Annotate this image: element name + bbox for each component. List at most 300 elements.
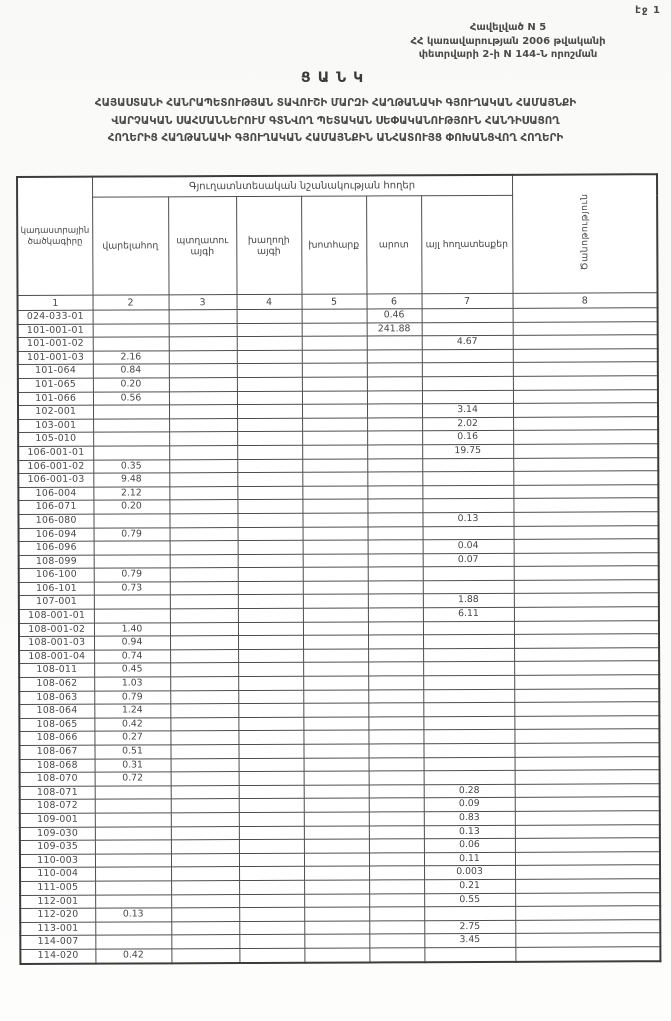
value-cell-col-2: 0.42 [95, 949, 171, 963]
value-cell-col-8 [513, 389, 658, 403]
value-cell-col-6: 241.88 [367, 322, 422, 336]
cadastral-code-cell: 108-001-03 [19, 636, 94, 650]
value-cell-col-5 [302, 472, 367, 486]
cadastral-code-cell: 112-001 [20, 895, 95, 909]
value-cell-col-4 [237, 445, 302, 459]
value-cell-col-7: 0.55 [424, 893, 515, 907]
value-cell-col-2 [93, 310, 169, 324]
value-cell-col-2: 0.74 [94, 650, 170, 664]
value-cell-col-3 [170, 745, 238, 759]
cadastral-code-cell: 106-071 [18, 500, 93, 514]
value-cell-col-7: 1.88 [423, 594, 514, 608]
column-header-7: այլ հողատեսքեր [421, 195, 512, 293]
value-cell-col-5 [303, 526, 368, 540]
value-cell-col-2: 0.73 [94, 582, 170, 596]
value-cell-col-7: 2.75 [424, 920, 515, 934]
value-cell-col-6 [367, 377, 422, 391]
value-cell-col-5 [303, 540, 368, 554]
value-cell-col-4 [238, 554, 303, 568]
value-cell-col-2 [94, 555, 170, 569]
value-cell-col-5 [302, 499, 367, 513]
value-cell-col-2: 0.45 [94, 663, 170, 677]
value-cell-col-8 [515, 947, 660, 962]
column-number-6: 6 [367, 294, 422, 309]
value-cell-col-2 [93, 405, 169, 419]
value-cell-col-6 [368, 635, 423, 649]
value-cell-col-7 [423, 526, 514, 540]
cadastral-code-cell: 109-035 [20, 840, 95, 854]
value-cell-col-2 [93, 432, 169, 446]
value-cell-col-3 [170, 595, 238, 609]
value-cell-col-4 [239, 785, 304, 799]
value-cell-col-5 [304, 758, 369, 772]
value-cell-col-8 [515, 838, 660, 852]
value-cell-col-5 [304, 826, 369, 840]
value-cell-col-4 [238, 608, 303, 622]
value-cell-col-3 [170, 581, 238, 595]
value-cell-col-5 [304, 907, 369, 921]
value-cell-col-8 [514, 702, 659, 716]
value-cell-col-7 [424, 771, 515, 785]
value-cell-col-2: 0.35 [93, 459, 169, 473]
value-cell-col-6: 0.46 [367, 309, 422, 323]
value-cell-col-7 [423, 648, 514, 662]
value-cell-col-4 [237, 364, 302, 378]
value-cell-col-8 [513, 444, 658, 458]
value-cell-col-4 [238, 527, 303, 541]
value-cell-col-6 [368, 553, 423, 567]
value-cell-col-4 [238, 717, 303, 731]
value-cell-col-4 [238, 676, 303, 690]
value-cell-col-6 [368, 621, 423, 635]
column-number-3: 3 [169, 295, 237, 310]
cadastral-code-cell: 106-101 [19, 582, 94, 596]
value-cell-col-4 [237, 418, 302, 432]
value-cell-col-8 [514, 566, 659, 580]
value-cell-col-6 [369, 798, 424, 812]
value-cell-col-7 [423, 662, 514, 676]
value-cell-col-5 [303, 662, 368, 676]
value-cell-col-6 [368, 703, 423, 717]
value-cell-col-6 [369, 812, 424, 826]
value-cell-col-3 [169, 364, 237, 378]
value-cell-col-4 [238, 744, 303, 758]
value-cell-col-3 [169, 310, 237, 324]
cadastral-code-cell: 108-011 [19, 664, 94, 678]
column-number-7: 7 [422, 293, 513, 308]
value-cell-col-5 [302, 418, 367, 432]
value-cell-col-8 [515, 756, 660, 770]
value-cell-col-7: 0.13 [422, 512, 513, 526]
value-cell-col-4 [238, 622, 303, 636]
value-cell-col-8 [514, 661, 659, 675]
value-cell-col-8 [513, 457, 658, 471]
column-group-header-agricultural-lands: Գյուղատնտեսական նշանակության հողեր [92, 175, 512, 197]
value-cell-col-7 [423, 567, 514, 581]
value-cell-col-5 [302, 377, 367, 391]
value-cell-col-7 [422, 390, 513, 404]
value-cell-col-7 [422, 322, 513, 336]
value-cell-col-5 [304, 866, 369, 880]
value-cell-col-6 [369, 907, 424, 921]
value-cell-col-4 [238, 568, 303, 582]
value-cell-col-6 [368, 608, 423, 622]
value-cell-col-5 [304, 893, 369, 907]
value-cell-col-3 [170, 527, 238, 541]
cadastral-code-cell: 111-005 [20, 881, 95, 895]
value-cell-col-2 [93, 514, 169, 528]
value-cell-col-6 [368, 717, 423, 731]
value-cell-col-8 [513, 308, 658, 322]
value-cell-col-5 [302, 363, 367, 377]
value-cell-col-3 [171, 935, 239, 949]
document-subtitle [8, 95, 663, 148]
value-cell-col-5 [302, 431, 367, 445]
cadastral-code-cell: 108-072 [20, 800, 95, 814]
value-cell-col-3 [169, 432, 237, 446]
value-cell-col-4 [238, 595, 303, 609]
value-cell-col-7 [422, 363, 513, 377]
value-cell-col-4 [237, 391, 302, 405]
value-cell-col-4 [238, 731, 303, 745]
value-cell-col-6 [368, 689, 423, 703]
column-header-5: խոտհարք [301, 196, 366, 294]
value-cell-col-4 [237, 309, 302, 323]
value-cell-col-5 [302, 445, 367, 459]
value-cell-col-5 [304, 798, 369, 812]
value-cell-col-7: 6.11 [423, 607, 514, 621]
value-cell-col-2 [95, 867, 171, 881]
value-cell-col-7 [422, 499, 513, 513]
value-cell-col-6 [367, 431, 422, 445]
value-cell-col-2 [95, 799, 171, 813]
value-cell-col-7 [423, 703, 514, 717]
value-cell-col-7 [423, 730, 514, 744]
subtitle-line-2: ՎԱՐՉԱԿԱՆ ՍԱՀՄԱՆՆԵՐՈՒՄ ԳՏՆՎՈՂ ՊԵՏԱԿԱՆ ՍԵՓԱԿԱՆՈՒԹՅՈՒՆ ՀԱՆԴԻՍԱՑՈՂ [111, 114, 560, 127]
value-cell-col-3 [170, 541, 238, 555]
value-cell-col-2 [95, 881, 171, 895]
value-cell-col-2 [95, 935, 171, 949]
column-number-8: 8 [513, 293, 658, 309]
value-cell-col-2: 0.31 [95, 758, 171, 772]
value-cell-col-5 [303, 649, 368, 663]
value-cell-col-3 [170, 568, 238, 582]
value-cell-col-2 [94, 609, 170, 623]
value-cell-col-5 [303, 744, 368, 758]
value-cell-col-6 [368, 594, 423, 608]
column-header-6: արոտ [366, 196, 421, 294]
value-cell-col-2: 0.27 [94, 731, 170, 745]
document-title: ՑԱՆԿ [300, 70, 371, 86]
value-cell-col-2: 0.13 [95, 908, 171, 922]
cadastral-code-cell: 108-062 [19, 677, 94, 691]
value-cell-col-3 [169, 486, 237, 500]
value-cell-col-6 [369, 934, 424, 948]
cadastral-code-cell: 103-001 [18, 419, 93, 433]
value-cell-col-2: 0.56 [93, 391, 169, 405]
value-cell-col-3 [170, 717, 238, 731]
value-cell-col-4 [239, 799, 304, 813]
value-cell-col-6 [368, 649, 423, 663]
value-cell-col-7: 0.11 [424, 852, 515, 866]
value-cell-col-8 [513, 416, 658, 430]
column-header-4: խաղողի այգի [236, 196, 301, 294]
value-cell-col-3 [171, 908, 239, 922]
value-cell-col-7: 0.28 [424, 784, 515, 798]
value-cell-col-3 [171, 853, 239, 867]
value-cell-col-5 [302, 404, 367, 418]
column-header-cadastral-code: կադաստրային ծածկագիրը [17, 177, 93, 296]
value-cell-col-5 [303, 594, 368, 608]
value-cell-col-5 [302, 459, 367, 473]
value-cell-col-5 [302, 309, 367, 323]
value-cell-col-8 [513, 471, 658, 485]
value-cell-col-3 [171, 799, 239, 813]
value-cell-col-3 [169, 513, 237, 527]
cadastral-code-cell: 114-007 [20, 935, 95, 949]
value-cell-col-4 [237, 486, 302, 500]
value-cell-col-7 [424, 906, 515, 920]
value-cell-col-4 [238, 703, 303, 717]
value-cell-col-4 [239, 812, 304, 826]
value-cell-col-4 [238, 636, 303, 650]
value-cell-col-5 [303, 554, 368, 568]
value-cell-col-8 [514, 716, 659, 730]
value-cell-col-5 [303, 608, 368, 622]
value-cell-col-8 [514, 512, 659, 526]
value-cell-col-5 [303, 676, 368, 690]
value-cell-col-8 [513, 430, 658, 444]
value-cell-col-8 [513, 376, 658, 390]
value-cell-col-3 [171, 826, 239, 840]
value-cell-col-5 [304, 880, 369, 894]
value-cell-col-3 [171, 948, 239, 962]
cadastral-code-cell: 106-004 [18, 487, 93, 501]
value-cell-col-2: 0.79 [94, 690, 170, 704]
value-cell-col-8 [514, 634, 659, 648]
value-cell-col-7: 0.06 [424, 838, 515, 852]
value-cell-col-4 [237, 472, 302, 486]
value-cell-col-6 [368, 676, 423, 690]
cadastral-code-cell: 106-001-03 [18, 473, 93, 487]
value-cell-col-6 [368, 744, 423, 758]
value-cell-col-4 [237, 459, 302, 473]
value-cell-col-7: 2.02 [422, 417, 513, 431]
value-cell-col-8 [515, 783, 660, 797]
value-cell-col-3 [171, 813, 239, 827]
value-cell-col-8 [515, 892, 660, 906]
value-cell-col-6 [368, 567, 423, 581]
cadastral-code-cell: 106-096 [19, 541, 94, 555]
cadastral-code-cell: 110-003 [20, 854, 95, 868]
value-cell-col-2 [95, 840, 171, 854]
cadastral-code-cell: 108-068 [20, 759, 95, 773]
value-cell-col-4 [239, 839, 304, 853]
value-cell-col-5 [302, 336, 367, 350]
value-cell-col-8 [514, 552, 659, 566]
value-cell-col-6 [369, 880, 424, 894]
value-cell-col-7: 0.09 [424, 798, 515, 812]
value-cell-col-6 [369, 948, 424, 962]
value-cell-col-2: 0.20 [93, 500, 169, 514]
value-cell-col-4 [239, 935, 304, 949]
value-cell-col-8 [514, 593, 659, 607]
value-cell-col-2 [94, 595, 170, 609]
cadastral-code-cell: 108-001-02 [19, 623, 94, 637]
value-cell-col-5 [304, 853, 369, 867]
value-cell-col-6 [369, 757, 424, 771]
value-cell-col-7: 0.003 [424, 866, 515, 880]
value-cell-col-3 [169, 405, 237, 419]
cadastral-code-cell: 106-100 [19, 568, 94, 582]
value-cell-col-2 [95, 813, 171, 827]
value-cell-col-3 [171, 785, 239, 799]
table-body [18, 308, 661, 964]
value-cell-col-6 [368, 730, 423, 744]
value-cell-col-3 [171, 921, 239, 935]
value-cell-col-3 [170, 690, 238, 704]
value-cell-col-6 [367, 499, 422, 513]
table-row [20, 947, 660, 964]
value-cell-col-4 [239, 907, 304, 921]
value-cell-col-2: 0.94 [94, 636, 170, 650]
cadastral-code-cell: 105-010 [18, 433, 93, 447]
value-cell-col-7 [423, 743, 514, 757]
cadastral-code-cell: 109-001 [20, 813, 95, 827]
value-cell-col-7: 0.16 [422, 431, 513, 445]
value-cell-col-6 [369, 852, 424, 866]
value-cell-col-6 [368, 526, 423, 540]
value-cell-col-8 [513, 484, 658, 498]
page-number: էջ 1 [635, 5, 661, 16]
value-cell-col-3 [169, 323, 237, 337]
value-cell-col-5 [302, 350, 367, 364]
value-cell-col-4 [239, 867, 304, 881]
value-cell-col-6 [368, 581, 423, 595]
value-cell-col-2: 0.79 [94, 527, 170, 541]
value-cell-col-5 [303, 703, 368, 717]
value-cell-col-7 [423, 716, 514, 730]
value-cell-col-8 [513, 348, 658, 362]
group-header-row [17, 174, 657, 197]
value-cell-col-5 [303, 622, 368, 636]
column-header-3: պտղատու այգի [168, 197, 236, 295]
value-cell-col-2: 1.24 [94, 704, 170, 718]
cadastral-code-cell: 112-020 [20, 908, 95, 922]
value-cell-col-8 [515, 770, 660, 784]
value-cell-col-2: 0.20 [93, 378, 169, 392]
cadastral-code-cell: 108-071 [20, 786, 95, 800]
value-cell-col-3 [170, 622, 238, 636]
value-cell-col-4 [237, 432, 302, 446]
cadastral-code-cell: 102-001 [18, 405, 93, 419]
value-cell-col-2: 0.72 [95, 772, 171, 786]
value-cell-col-2: 1.40 [94, 622, 170, 636]
value-cell-col-3 [171, 840, 239, 854]
subtitle-line-1: ՀԱՅԱՍՏԱՆԻ ՀԱՆՐԱՊԵՏՈՒԹՅԱՆ ՏԱՎՈՒՇԻ ՄԱՐԶԻ ՀԱՂԹԱՆԱԿԻ ԳՅՈՒՂԱԿԱՆ ՀԱՄԱՅՆՔԻ [94, 97, 577, 109]
value-cell-col-2 [95, 786, 171, 800]
value-cell-col-8 [515, 851, 660, 865]
cadastral-code-cell: 108-099 [19, 555, 94, 569]
value-cell-col-4 [239, 758, 304, 772]
value-cell-col-2 [94, 541, 170, 555]
value-cell-col-2 [95, 854, 171, 868]
value-cell-col-7: 0.04 [423, 539, 514, 553]
appendix-line-3: փետրվարի 2-ի N 144-Ն որոշման [418, 49, 598, 60]
cadastral-code-cell: 106-001-01 [18, 446, 93, 460]
value-cell-col-7: 0.07 [423, 553, 514, 567]
subtitle-line-3: ՀՈՂԵՐԻՑ ՀԱՂԹԱՆԱԿԻ ԳՅՈՒՂԱԿԱՆ ՀԱՄԱՅՆՔԻՆ ԱՆՀԱՏՈՒՅՑ ՓՈԽԱՆՑՎՈՂ ՀՈՂԵՐԻ [107, 132, 564, 144]
value-cell-col-6 [368, 662, 423, 676]
value-cell-col-7 [423, 675, 514, 689]
cadastral-code-cell: 108-001-04 [19, 650, 94, 664]
column-header-note [512, 174, 658, 293]
appendix-line-1: Հավելված N 5 [469, 22, 547, 33]
table-header [17, 174, 658, 310]
value-cell-col-2: 0.42 [94, 718, 170, 732]
value-cell-col-2 [93, 323, 169, 337]
value-cell-col-2 [95, 922, 171, 936]
value-cell-col-8 [515, 879, 660, 893]
value-cell-col-2 [93, 337, 169, 351]
value-cell-col-7: 0.83 [424, 811, 515, 825]
value-cell-col-8 [514, 675, 659, 689]
value-cell-col-4 [238, 649, 303, 663]
value-cell-col-3 [169, 473, 237, 487]
value-cell-col-8 [514, 688, 659, 702]
value-cell-col-4 [237, 336, 302, 350]
value-cell-col-2 [95, 894, 171, 908]
value-cell-col-4 [238, 581, 303, 595]
value-cell-col-3 [169, 391, 237, 405]
value-cell-col-3 [171, 867, 239, 881]
value-cell-col-5 [302, 323, 367, 337]
value-cell-col-2: 0.84 [93, 364, 169, 378]
cadastral-code-cell: 101-001-03 [18, 351, 93, 365]
value-cell-col-6 [367, 445, 422, 459]
value-cell-col-3 [170, 636, 238, 650]
value-cell-col-7: 4.67 [422, 336, 513, 350]
value-cell-col-2: 2.12 [93, 487, 169, 501]
value-cell-col-4 [239, 826, 304, 840]
value-cell-col-6 [369, 825, 424, 839]
value-cell-col-5 [303, 690, 368, 704]
value-cell-col-8 [513, 362, 658, 376]
value-cell-col-8 [514, 729, 659, 743]
appendix-block [352, 21, 664, 62]
value-cell-col-8 [515, 933, 660, 947]
value-cell-col-5 [303, 567, 368, 581]
value-cell-col-3 [171, 894, 239, 908]
cadastral-code-cell: 101-001-02 [18, 337, 93, 351]
value-cell-col-5 [303, 730, 368, 744]
value-cell-col-5 [302, 391, 367, 405]
value-cell-col-3 [171, 772, 239, 786]
value-cell-col-6 [368, 540, 423, 554]
value-cell-col-8 [515, 811, 660, 825]
column-header-note-label: Ծանոթություն [578, 193, 591, 271]
value-cell-col-4 [237, 500, 302, 514]
value-cell-col-7: 3.14 [422, 403, 513, 417]
value-cell-col-5 [303, 717, 368, 731]
value-cell-col-4 [239, 948, 304, 962]
value-cell-col-7: 0.13 [424, 825, 515, 839]
value-cell-col-2 [95, 826, 171, 840]
value-cell-col-3 [169, 445, 237, 459]
value-cell-col-5 [302, 486, 367, 500]
value-cell-col-6 [367, 363, 422, 377]
value-cell-col-5 [304, 785, 369, 799]
